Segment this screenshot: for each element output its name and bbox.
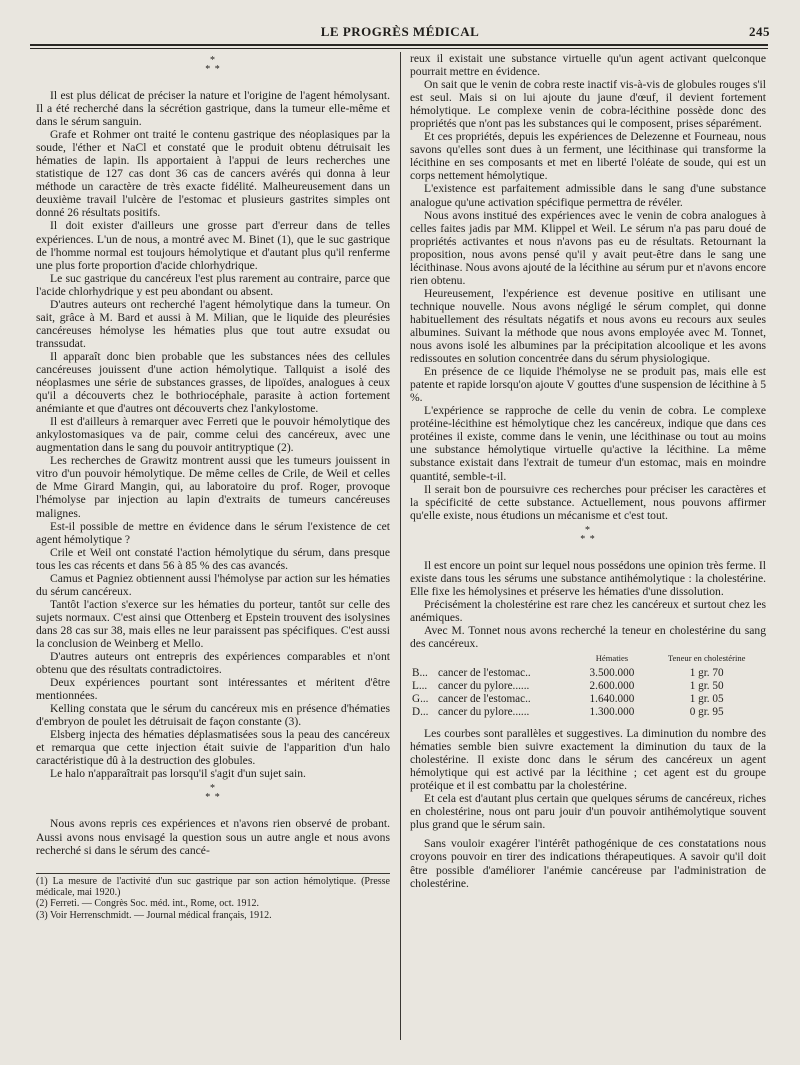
paragraph: Il serait bon de poursuivre ces recherches pour préciser les caractères et la spécificité de cette substance. Actuellement, nous pouvons affirmer qu'elle existe, nous étudions un mécanisme et c'est tout. [410, 482, 766, 522]
paragraph: Il apparaît donc bien probable que les substances nées des cellules cancéreuses jouissent d'une action hémolytique. Tallquist a isolé des néoplasmes une série de substances grasses, de lipoïdes, analogues à ceux qu'il a découverts chez le bothriocéphale, parasite à action fortement anémiante et que d'autres ont découverts chez l'ankylostome. [36, 349, 390, 416]
hematies-count: 3.500.000 [589, 667, 635, 680]
footnote: (3) Voir Herrenschmidt. — Journal médical français, 1912. [36, 909, 272, 921]
diagnosis: cancer du pylore...... [438, 706, 530, 719]
table-row [410, 693, 766, 706]
paragraph: Nous avons institué des expériences avec le venin de cobra analogues à celles faites jadis par MM. Klippel et Weil. Le sérum n'a pas paru doué de propriétés activantes et nous n'avons pas eu de résultats. Retournant la proposition, nous avons pensé qu'il y avait peut-être dans le sang une lécithinase. Nous avons ajouté de la lécithine au sérum pur et n'avons encore rien obtenu. [410, 208, 766, 287]
paragraph: L'existence est parfaitement admissible dans le sang d'une substance analogue qu'une activation spécifique permettra de révéler. [410, 182, 766, 209]
paragraph: Sans vouloir exagérer l'intérêt pathogénique de ces constatations nous croyons pouvoir en tirer des indications thérapeutiques. A savoir qu'il doit être possible d'améliorer l'anémie cancéreuse par l'administration de cholestérine. [410, 837, 766, 890]
paragraph: Tantôt l'action s'exerce sur les hématies du porteur, tantôt sur celle des sujets normaux. C'est ainsi que Ottenberg et Epstein trouvent des isolysines dans 28 cas sur 38, mais elles ne leur paraissent pas spécifiques. C'est aussi la conclusion de Weinberg et Mello. [36, 597, 390, 650]
table-row [410, 667, 766, 680]
page-number: 245 [749, 24, 770, 39]
patient-code: B... [412, 667, 428, 680]
patient-code: D... [412, 706, 429, 719]
paragraph: Le halo n'apparaîtrait pas lorsqu'il s'agit d'un sujet sain. [50, 767, 306, 781]
cholesterine-level: 1 gr. 70 [689, 667, 724, 680]
journal-title: LE PROGRÈS MÉDICAL [320, 24, 480, 39]
paragraph: L'expérience se rapproche de celle du venin de cobra. Le complexe protéine-lécithine est hémolytique chez les cancéreux, indique que dans ces protéines il existe, comme dans le venin, une lécithinase ou tout au moins une substance hémolytique virtuelle qu'active la lécithine. La même substance existait dans l'extrait de tumeur d'un estomac, mais en moindre quantité, semble-t-il. [410, 404, 766, 483]
paragraph: Les recherches de Grawitz montrent aussi que les tumeurs jouissent in vitro d'un pouvoir hémolytique. De même celles de Crile, de Weil et celles de Mme Girard Mangin, qui, au laboratoire du prof. Roger, provoque l'hémolyse par injection au lapin d'extraits de tumeurs cancéreuses malignes. [36, 454, 390, 520]
paragraph: Est-il possible de mettre en évidence dans le sérum l'existence de cet agent hémolytique ? [36, 519, 390, 546]
left-column [36, 52, 390, 1052]
footnote: (1) La mesure de l'activité d'un suc gastrique par son action hémolytique. (Presse médicale, mai 1920.) [36, 875, 390, 899]
cholesterine-level: 1 gr. 50 [689, 680, 724, 693]
hematies-count: 1.640.000 [589, 693, 635, 706]
section-asterism: * * * [205, 55, 221, 75]
paragraph: Avec M. Tonnet nous avons recherché la teneur en cholestérine du sang des cancéreux. [410, 623, 766, 650]
paragraph: Elsberg injecta des hématies déplasmatisées sous la peau des cancéreux et remarqua que cette injection était suivie de l'apparition d'un halo caractéristique dû à la destruction des globules. [36, 728, 390, 768]
footnote: (2) Ferreti. — Congrès Soc. méd. int., Rome, oct. 1912. [36, 898, 260, 910]
paragraph: Le suc gastrique du cancéreux l'est plus rarement au contraire, parce que l'acide chlorhydrique y est peu abondant ou absent. [36, 271, 390, 298]
paragraph: Et ces propriétés, depuis les expériences de Delezenne et Fourneau, nous savons qu'elles sont dues à un ferment, une lécithinase qui transforme la lécithine en ses composants et met en liberté l'oléate de soude, qui est un corps nettement hémolytique. [410, 130, 766, 183]
diagnosis: cancer de l'estomac.. [438, 693, 531, 706]
hematies-count: 1.300.000 [589, 706, 635, 719]
paragraph: Précisément la cholestérine est rare chez les cancéreux et surtout chez les anémiques. [410, 597, 766, 624]
table-header: Teneur en cholestérine [667, 653, 746, 664]
paragraph: reux il existait une substance virtuelle qu'un agent activant quelconque pourrait mettre en évidence. [410, 52, 766, 79]
paragraph: Camus et Pagniez obtiennent aussi l'hémolyse par action sur les hématies du sérum cancéreux. [36, 571, 390, 598]
right-column [410, 52, 766, 1052]
table-row [410, 680, 766, 693]
diagnosis: cancer du pylore...... [438, 680, 530, 693]
paragraph: En présence de ce liquide l'hémolyse ne se produit pas, mais elle est patente et rapide lorsqu'on ajoute V gouttes d'une suspension de lécithine à 5 %. [410, 365, 766, 405]
paragraph: Nous avons repris ces expériences et n'avons rien observé de probant. Aussi avons nous envisagé la question sous un autre angle et nous avons recherché si dans le sérum des cancé- [36, 817, 390, 857]
paragraph: Il est d'ailleurs à remarquer avec Ferreti que le pouvoir hémolytique des ankylostomasiques va de pair, comme celui des cancéreux, avec une augmentation dans le sang du pouvoir antitryptique (2). [36, 415, 390, 455]
cholesterine-level: 1 gr. 05 [689, 693, 724, 706]
paragraph: Kelling constata que le sérum du cancéreux mis en présence d'hématies d'embryon de poulet les détruisait de façon constante (3). [36, 702, 390, 729]
header-rule [30, 44, 768, 46]
footnotes [36, 873, 390, 922]
paragraph: Il est encore un point sur lequel nous possédons une opinion très ferme. Il existe dans tous les sérums une substance antihémolytique : la cholestérine. Elle fixe les hémolysines et préserve les hématies d'une dissolution. [410, 558, 766, 598]
cholesterol-table [410, 652, 766, 719]
paragraph: Il est plus délicat de préciser la nature et l'origine de l'agent hémolysant. Il a été recherché dans la sécrétion gastrique, dans la tumeur elle-même et dans le sérum sanguin. [36, 89, 390, 129]
patient-code: G... [412, 693, 429, 706]
diagnosis: cancer de l'estomac.. [438, 667, 531, 680]
paragraph: D'autres auteurs ont recherché l'agent hémolytique dans la tumeur. On sait, grâce à M. Bard et aussi à M. Milian, que le liquide des pleurésies cancéreuses hémolyse les hématies plus que tout autre exsudat ou transsudat. [36, 297, 390, 350]
paragraph: On sait que le venin de cobra reste inactif vis-à-vis de globules rouges s'il est seul. Mais si on lui ajoute du jaune d'œuf, il devient fortement hémolytique. Le complexe venin de cobra-lécithine possède donc des propriétés que n'ont pas les substances qui le composent, prises séparément. [410, 78, 766, 131]
paragraph: Deux expériences pourtant sont intéressantes et méritent d'être mentionnées. [36, 676, 390, 703]
cholesterine-level: 0 gr. 95 [689, 706, 724, 719]
table-header-row [410, 652, 766, 667]
hematies-count: 2.600.000 [589, 680, 635, 693]
paragraph: Les courbes sont parallèles et suggestives. La diminution du nombre des hématies semble bien suivre exactement la diminution du taux de la cholestérine. Il existe donc dans le sérum des cancéreux un agent hémolytique qui est activé par la lécithine ; cet agent est du groupe protéique et il est combattu par la cholestérine. [410, 727, 766, 793]
paragraph: Grafe et Rohmer ont traité le contenu gastrique des néoplasiques par la soude, l'éther et NaCl et constaté que le produit obtenu détruisait les hématies de lapin. Ils apportaient à l'appui de leurs recherches une statistique de 127 cas dont 36 cas de cancers avérés qui donna à leur méthode un caractère de très exacte fidélité. Malheureusement dans un deuxième travail l'ulcère de l'estomac et plusieurs gastrites simples ont donné 26 résultats positifs. [36, 128, 390, 220]
section-asterism: * * * [205, 783, 221, 804]
table-header [410, 652, 436, 667]
column-divider [400, 52, 401, 1040]
section-asterism: * * * [580, 524, 596, 545]
running-head [30, 24, 770, 44]
table-row [410, 706, 766, 719]
table-header: Hématies [595, 653, 629, 664]
paragraph: Heureusement, l'expérience est devenue positive en utilisant une technique nouvelle. Nous avons négligé le sérum complet, qui donne habituellement des résultats négatifs et nous avons eu recours aux seules albumines. Suivant la méthode que nous avons employée avec M. Tonnet, nous avons isolé les albumines par la précipitation alcoolique et les avons redissoutes en solution concentrée dans du sérum physiologique. [410, 286, 766, 366]
paragraph: Crile et Weil ont constaté l'action hémolytique du sérum, dans presque tous les cas récents et dans 56 à 85 % des cas avancés. [36, 545, 390, 572]
header-rule-thin [30, 48, 768, 49]
table-header [436, 652, 577, 667]
patient-code: L... [412, 680, 428, 693]
paragraph: Il doit exister d'ailleurs une grosse part d'erreur dans de telles expériences. L'un de nous, a montré avec M. Binet (1), que le suc gastrique de l'homme normal est toujours hémolytique et d'autant plus qu'il renferme une plus forte proportion d'acide chlorhydrique. [36, 219, 390, 272]
paragraph: Et cela est d'autant plus certain que quelques sérums de cancéreux, riches en cholestérine, nous ont paru jouir d'un pouvoir antihémolytique souvent plus grand que le sérum sain. [410, 792, 766, 832]
paragraph: D'autres auteurs ont entrepris des expériences comparables et n'ont obtenu que des résultats contradictoires. [36, 650, 390, 677]
